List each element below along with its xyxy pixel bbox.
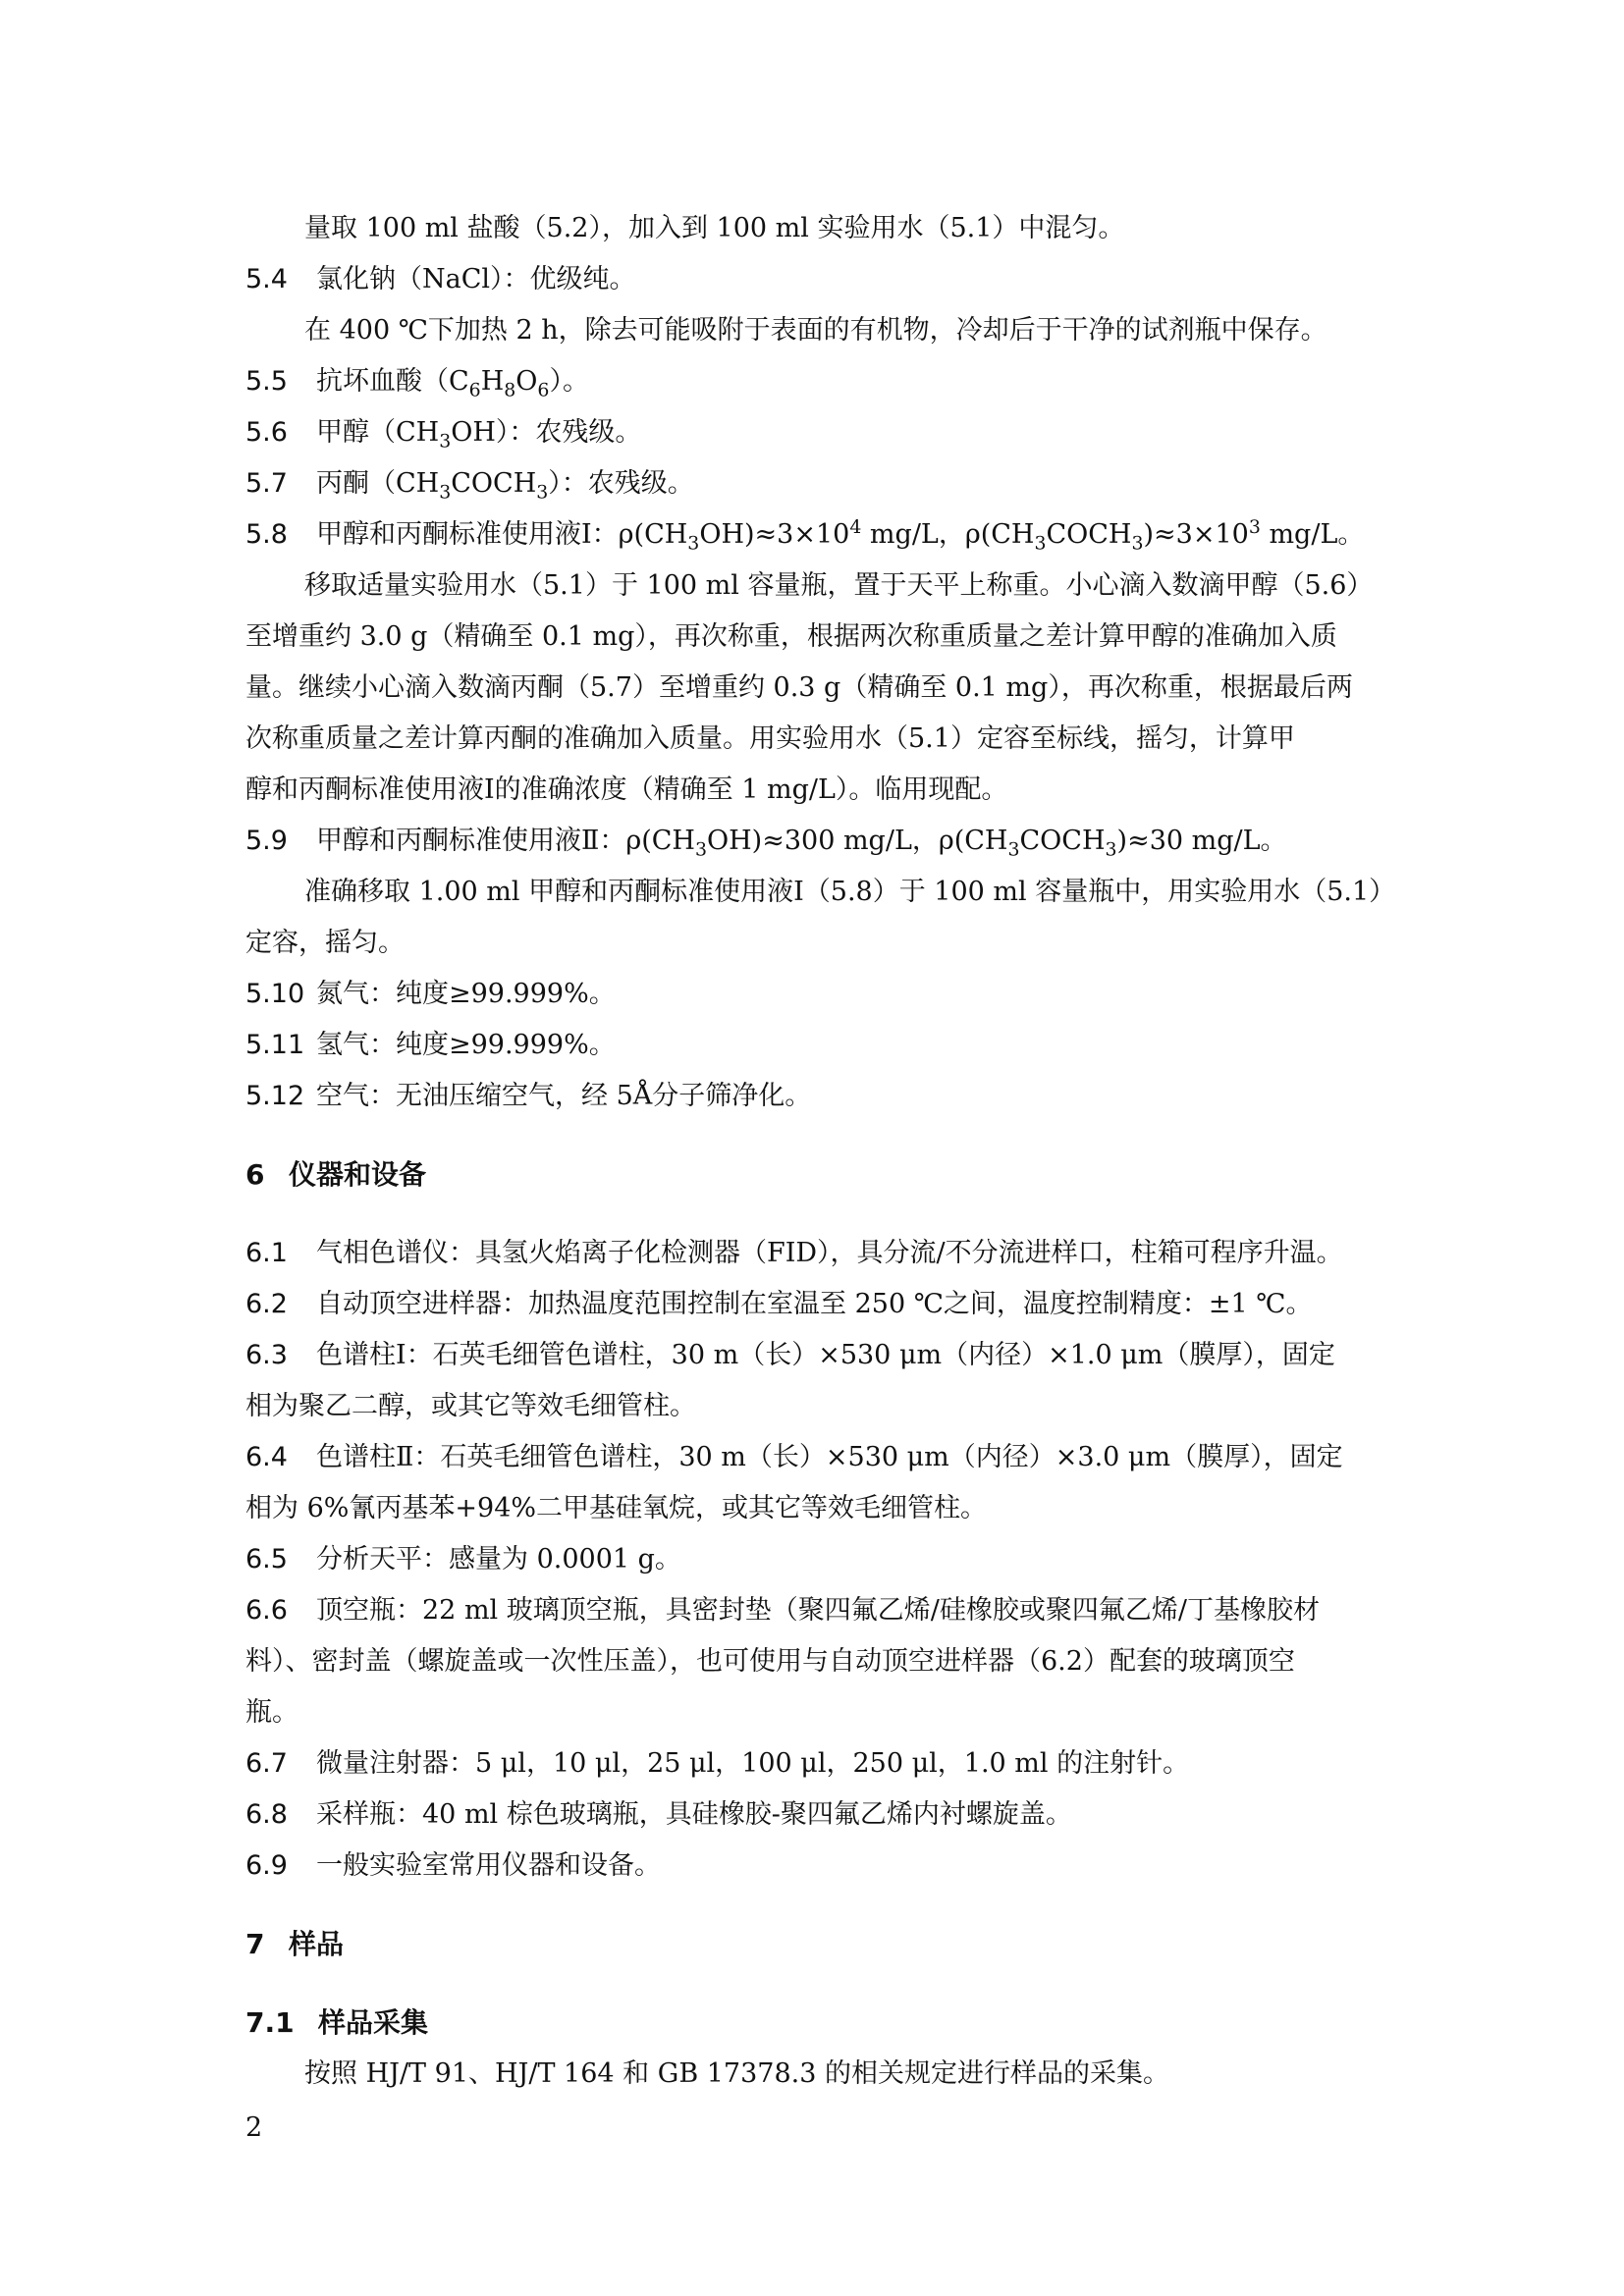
superscript: 3 — [1248, 516, 1261, 538]
subsection-heading-7-1 — [245, 1997, 428, 2050]
clause-5-7 — [245, 457, 1375, 510]
clause-text: 一般实验室常用仪器和设备。 — [316, 1850, 661, 1881]
heading-number: 7.1 — [245, 2006, 295, 2039]
text-line: 次称重质量之差计算丙酮的准确加入质量。用实验用水（5.1）定容至标线，摇匀，计算甲 — [245, 723, 1295, 754]
text-line: 移取适量实验用水（5.1）于 100 ml 容量瓶，置于天平上称重。小心滴入数滴甲醇（5.6） — [304, 570, 1374, 601]
subscript: 3 — [1105, 838, 1117, 861]
heading-title: 样品采集 — [318, 2006, 429, 2039]
subscript: 3 — [1007, 838, 1020, 861]
subscript: 3 — [439, 430, 452, 453]
clause-6-1 — [245, 1227, 1375, 1280]
text-line: 相为 6%氰丙基苯+94%二甲基硅氧烷，或其它等效毛细管柱。 — [245, 1493, 988, 1523]
clause-text: 甲醇（CH — [316, 417, 440, 448]
subscript: 3 — [687, 532, 700, 555]
clause-5-12 — [245, 1070, 1375, 1123]
clause-text: 氢气：纯度≥99.999%。 — [316, 1030, 616, 1060]
clause-number: 5.11 — [245, 1030, 305, 1060]
clause-6-4 — [245, 1431, 1375, 1484]
clause-text: 采样瓶：40 ml 棕色玻璃瓶，具硅橡胶-聚四氟乙烯内衬螺旋盖。 — [316, 1799, 1072, 1830]
clause-number: 5.12 — [245, 1081, 305, 1111]
clause-number: 6.8 — [245, 1799, 288, 1830]
clause-number: 5.6 — [245, 417, 288, 448]
clause-text: 氯化钠（NaCl）：优级纯。 — [316, 264, 636, 294]
clause-number: 6.4 — [245, 1442, 288, 1472]
clause-number: 5.9 — [245, 826, 288, 856]
clause-number: 6.1 — [245, 1238, 288, 1268]
clause-6-9 — [245, 1840, 1375, 1893]
text-line: 醇和丙酮标准使用液Ⅰ的准确浓度（精确至 1 mg/L）。临用现配。 — [245, 774, 1008, 805]
page-number: 2 — [245, 2112, 263, 2143]
subscript: 6 — [468, 379, 481, 401]
clause-text: OH)≈300 mg/L，ρ(CH — [707, 826, 1008, 856]
clause-text: 甲醇和丙酮标准使用液Ⅱ：ρ(CH — [316, 826, 695, 856]
clause-number: 6.6 — [245, 1595, 288, 1626]
clause-text: ）：农残级。 — [548, 468, 694, 499]
clause-number: 6.7 — [245, 1748, 288, 1779]
heading-title: 样品 — [289, 1928, 345, 1960]
clause-number: 5.5 — [245, 366, 288, 397]
subscript: 3 — [439, 481, 452, 504]
clause-6-5 — [245, 1533, 1375, 1586]
clause-text: COCH — [1046, 519, 1132, 550]
clause-text: 甲醇和丙酮标准使用液Ⅰ：ρ(CH — [316, 519, 688, 550]
clause-text: mg/L，ρ(CH — [861, 519, 1035, 550]
clause-number: 5.10 — [245, 979, 305, 1009]
clause-text: OH)≈3×10 — [699, 519, 850, 550]
clause-5-9 — [245, 815, 1375, 868]
clause-text: COCH — [451, 468, 537, 499]
text-line: 定容，摇匀。 — [245, 928, 405, 958]
subscript: 3 — [1131, 532, 1144, 555]
superscript: 4 — [849, 516, 862, 538]
clause-text: 自动顶空进样器：加热温度范围控制在室温至 250 ℃之间，温度控制精度：±1 ℃。 — [316, 1289, 1313, 1319]
text-line: 在 400 ℃下加热 2 h，除去可能吸附于表面的有机物，冷却后于干净的试剂瓶中保存。 — [304, 315, 1327, 346]
text-line: 量。继续小心滴入数滴丙酮（5.7）至增重约 0.3 g（精确至 0.1 mg），再次称重，根据最后两 — [245, 672, 1353, 703]
text-line: 料）、密封盖（螺旋盖或一次性压盖），也可使用与自动顶空进样器（6.2）配套的玻璃顶空 — [245, 1646, 1295, 1677]
heading-number: 6 — [245, 1158, 265, 1191]
clause-number: 5.4 — [245, 264, 288, 294]
clause-6-7 — [245, 1737, 1375, 1790]
clause-text: H — [480, 366, 505, 397]
clause-number: 6.2 — [245, 1289, 288, 1319]
clause-5-5 — [245, 355, 1375, 408]
clause-5-6 — [245, 406, 1375, 459]
clause-text: 色谱柱Ⅱ：石英毛细管色谱柱，30 m（长）×530 μm（内径）×3.0 μm（膜厚），固定 — [316, 1442, 1343, 1472]
clause-text: 丙酮（CH — [316, 468, 440, 499]
clause-5-4 — [245, 253, 1375, 306]
clause-text: O — [515, 366, 538, 397]
section-heading-7 — [245, 1918, 344, 1971]
heading-title: 仪器和设备 — [289, 1158, 427, 1191]
subscript: 3 — [1034, 532, 1047, 555]
clause-text: ）。 — [549, 366, 589, 397]
heading-number: 7 — [245, 1928, 265, 1960]
text-line: 瓶。 — [245, 1697, 298, 1728]
clause-5-10 — [245, 968, 1375, 1021]
clause-text: OH）：农残级。 — [451, 417, 642, 448]
text-line: 准确移取 1.00 ml 甲醇和丙酮标准使用液Ⅰ（5.8）于 100 ml 容量瓶中，用实验用水（5.1） — [304, 877, 1396, 907]
text-line: 量取 100 ml 盐酸（5.2），加入到 100 ml 实验用水（5.1）中混匀。 — [304, 213, 1125, 243]
clause-number: 6.9 — [245, 1850, 288, 1881]
clause-6-8 — [245, 1789, 1375, 1842]
clause-6-2 — [245, 1278, 1375, 1331]
clause-number: 6.3 — [245, 1340, 288, 1370]
clause-text: 氮气：纯度≥99.999%。 — [316, 979, 616, 1009]
clause-number: 5.8 — [245, 519, 288, 550]
clause-text: 顶空瓶：22 ml 玻璃顶空瓶，具密封垫（聚四氟乙烯/硅橡胶或聚四氟乙烯/丁基橡胶材 — [316, 1595, 1320, 1626]
clause-text: 空气：无油压缩空气，经 5Å分子筛净化。 — [316, 1081, 812, 1111]
clause-text: )≈30 mg/L。 — [1116, 826, 1287, 856]
clause-text: 微量注射器：5 μl，10 μl，25 μl，100 μl，250 μl，1.0 ml 的注射针。 — [316, 1748, 1190, 1779]
clause-text: COCH — [1019, 826, 1106, 856]
clause-number: 6.5 — [245, 1544, 288, 1575]
text-line: 至增重约 3.0 g（精确至 0.1 mg），再次称重，根据两次称重质量之差计算甲醇的准确加入质 — [245, 621, 1337, 652]
subscript: 3 — [536, 481, 549, 504]
clause-5-11 — [245, 1019, 1375, 1072]
clause-text: 色谱柱Ⅰ：石英毛细管色谱柱，30 m（长）×530 μm（内径）×1.0 μm（膜厚），固定 — [316, 1340, 1335, 1370]
clause-text: 抗坏血酸（C — [316, 366, 469, 397]
clause-text: mg/L。 — [1260, 519, 1365, 550]
subscript: 6 — [537, 379, 550, 401]
clause-text: )≈3×10 — [1143, 519, 1249, 550]
clause-text: 分析天平：感量为 0.0001 g。 — [316, 1544, 681, 1575]
subscript: 3 — [694, 838, 707, 861]
clause-6-6 — [245, 1584, 1375, 1637]
clause-number: 5.7 — [245, 468, 288, 499]
clause-5-8 — [245, 508, 1375, 561]
section-heading-6 — [245, 1148, 426, 1201]
subscript: 8 — [504, 379, 516, 401]
text-line: 相为聚乙二醇，或其它等效毛细管柱。 — [245, 1391, 696, 1421]
clause-text: 气相色谱仪：具氢火焰离子化检测器（FID），具分流/不分流进样口，柱箱可程序升温。 — [316, 1238, 1343, 1268]
clause-6-3 — [245, 1329, 1375, 1382]
text-line: 按照 HJ/T 91、HJ/T 164 和 GB 17378.3 的相关规定进行样品的采集。 — [304, 2058, 1169, 2089]
